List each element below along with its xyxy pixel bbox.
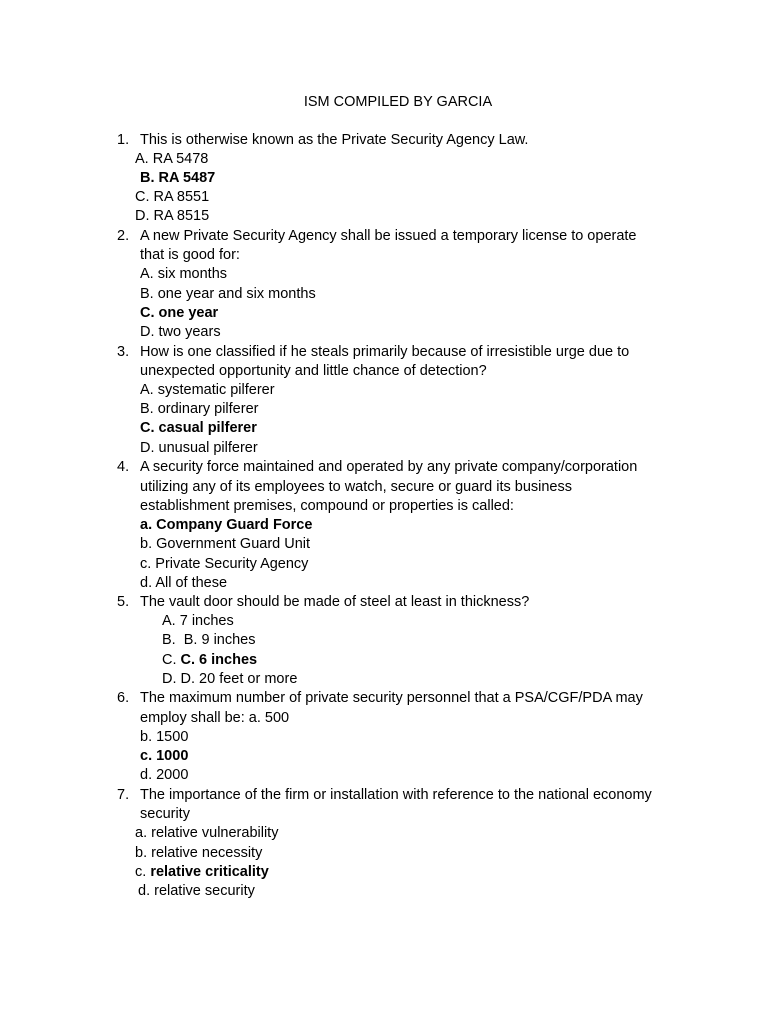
option-c-answer: C. casual pilferer — [140, 420, 257, 436]
question-text: The maximum number of private security personnel that a PSA/CGF/PDA may — [140, 690, 643, 706]
question-number: 1. — [117, 132, 130, 148]
option-b: b. relative necessity — [135, 845, 263, 861]
question-text: A new Private Security Agency shall be issued a temporary license to operate — [140, 228, 637, 244]
option-c-prefix: c. — [135, 864, 151, 880]
option-c-answer: relative criticality — [150, 864, 269, 880]
option-a: A. 7 inches — [162, 613, 234, 629]
option-c-prefix: C. — [162, 652, 181, 668]
option-d: D. two years — [140, 324, 221, 340]
option-c: C. RA 8551 — [135, 189, 210, 205]
option-d: D. RA 8515 — [135, 208, 210, 224]
question-text: How is one classified if he steals primarily because of irresistible urge due to — [140, 344, 630, 360]
question-text: utilizing any of its employees to watch, secure or guard its business — [140, 479, 572, 495]
option-a: A. RA 5478 — [135, 151, 209, 167]
option-d: d. relative security — [138, 883, 255, 899]
option-c-answer: c. 1000 — [140, 748, 189, 764]
option-d: d. 2000 — [140, 767, 189, 783]
question-number: 4. — [117, 459, 130, 475]
option-a: A. six months — [140, 266, 228, 282]
option-a-answer: a. Company Guard Force — [140, 517, 313, 533]
option-b-answer: B. RA 5487 — [140, 170, 216, 186]
question-number: 2. — [117, 228, 130, 244]
option-d: D. D. 20 feet or more — [162, 671, 298, 687]
option-b: b. 1500 — [140, 729, 189, 745]
option-d: d. All of these — [140, 575, 228, 591]
option-c-answer: C. one year — [140, 305, 219, 321]
question-number: 7. — [117, 787, 130, 803]
option-c-answer: C. 6 inches — [180, 652, 258, 668]
question-text: unexpected opportunity and little chance of detection? — [140, 363, 487, 379]
option-b: B. ordinary pilferer — [140, 401, 259, 417]
option-b: B. one year and six months — [140, 286, 316, 302]
question-text: security — [140, 806, 190, 822]
question-text: that is good for: — [140, 247, 240, 263]
question-number: 3. — [117, 344, 130, 360]
question-text: This is otherwise known as the Private Security Agency Law. — [140, 132, 529, 148]
question-text: employ shall be: a. 500 — [140, 710, 290, 726]
option-a: a. relative vulnerability — [135, 825, 279, 841]
question-number: 5. — [117, 594, 130, 610]
question-text: establishment premises, compound or properties is called: — [140, 498, 514, 514]
document-title: ISM COMPILED BY GARCIA — [303, 94, 493, 110]
question-number: 6. — [117, 690, 130, 706]
option-c-label — [135, 863, 269, 882]
option-a: A. systematic pilferer — [140, 382, 275, 398]
question-text: The importance of the firm or installation with reference to the national economy — [140, 787, 652, 803]
question-text: The vault door should be made of steel at least in thickness? — [140, 594, 530, 610]
option-d: D. unusual pilferer — [140, 440, 258, 456]
option-b: B. B. 9 inches — [162, 632, 256, 648]
option-c-label — [162, 651, 257, 670]
option-c: c. Private Security Agency — [140, 556, 309, 572]
question-text: A security force maintained and operated by any private company/corporation — [140, 459, 638, 475]
option-b: b. Government Guard Unit — [140, 536, 311, 552]
